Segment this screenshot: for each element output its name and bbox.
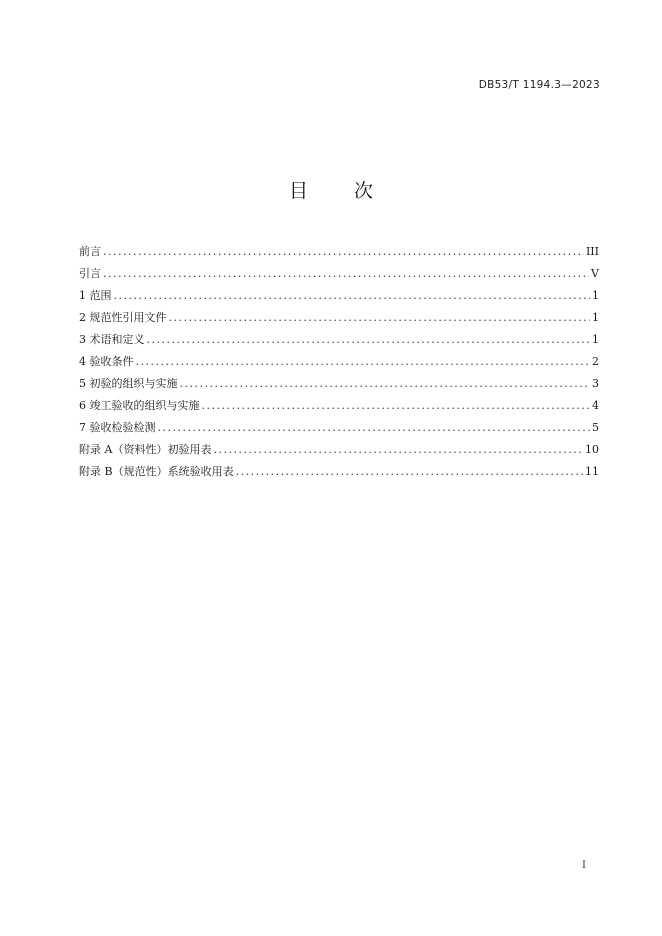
toc-entry-terms-definitions[interactable]	[79, 329, 599, 351]
toc-entry-label: 前言	[79, 245, 101, 258]
toc-entry-page: 10	[585, 443, 599, 456]
toc-leader-dots	[236, 461, 583, 483]
toc-entry-page: 11	[585, 465, 599, 478]
toc-entry-normative-references[interactable]	[79, 307, 599, 329]
toc-entry-label: 7 验收检验检测	[79, 421, 156, 434]
toc-entry-page: 1	[592, 289, 599, 302]
toc-entry-label: 4 验收条件	[79, 355, 134, 368]
toc-entry-introduction[interactable]	[79, 263, 599, 285]
toc-entry-page: 2	[592, 355, 599, 368]
toc-entry-preliminary-acceptance[interactable]	[79, 373, 599, 395]
toc-entry-label: 引言	[79, 267, 101, 280]
toc-leader-dots	[147, 329, 591, 351]
page-number: I	[582, 860, 586, 871]
toc-entry-appendix-a[interactable]	[79, 439, 599, 461]
toc-leader-dots	[103, 263, 589, 285]
document-code: DB53/T 1194.3—2023	[478, 79, 600, 91]
toc-leader-dots	[180, 373, 591, 395]
toc-entry-page: 5	[592, 421, 599, 434]
toc-entry-page: 1	[592, 311, 599, 324]
toc-entry-page: 1	[592, 333, 599, 346]
toc-entry-label: 1 范围	[79, 289, 112, 302]
toc-entry-page: V	[591, 267, 599, 280]
toc-entry-label: 6 竣工验收的组织与实施	[79, 399, 200, 412]
toc-leader-dots	[202, 395, 591, 417]
toc-leader-dots	[169, 307, 591, 329]
toc-entry-label: 附录 B（规范性）系统验收用表	[79, 465, 234, 478]
toc-entry-label: 3 术语和定义	[79, 333, 145, 346]
toc-entry-page: III	[585, 245, 599, 258]
toc-list	[79, 241, 599, 483]
toc-entry-inspection-testing[interactable]	[79, 417, 599, 439]
toc-entry-appendix-b[interactable]	[79, 461, 599, 483]
toc-entry-acceptance-conditions[interactable]	[79, 351, 599, 373]
toc-entry-page: 3	[592, 377, 599, 390]
toc-leader-dots	[114, 285, 591, 307]
toc-entry-page: 4	[592, 399, 599, 412]
toc-title: 目 次	[288, 180, 394, 202]
toc-leader-dots	[136, 351, 591, 373]
toc-leader-dots	[213, 439, 583, 461]
toc-leader-dots	[158, 417, 591, 439]
toc-leader-dots	[103, 241, 584, 263]
toc-entry-scope[interactable]	[79, 285, 599, 307]
toc-entry-final-acceptance[interactable]	[79, 395, 599, 417]
toc-entry-label: 5 初验的组织与实施	[79, 377, 178, 390]
toc-entry-foreword[interactable]	[79, 241, 599, 263]
toc-entry-label: 2 规范性引用文件	[79, 311, 167, 324]
toc-entry-label: 附录 A（资料性）初验用表	[79, 443, 212, 456]
